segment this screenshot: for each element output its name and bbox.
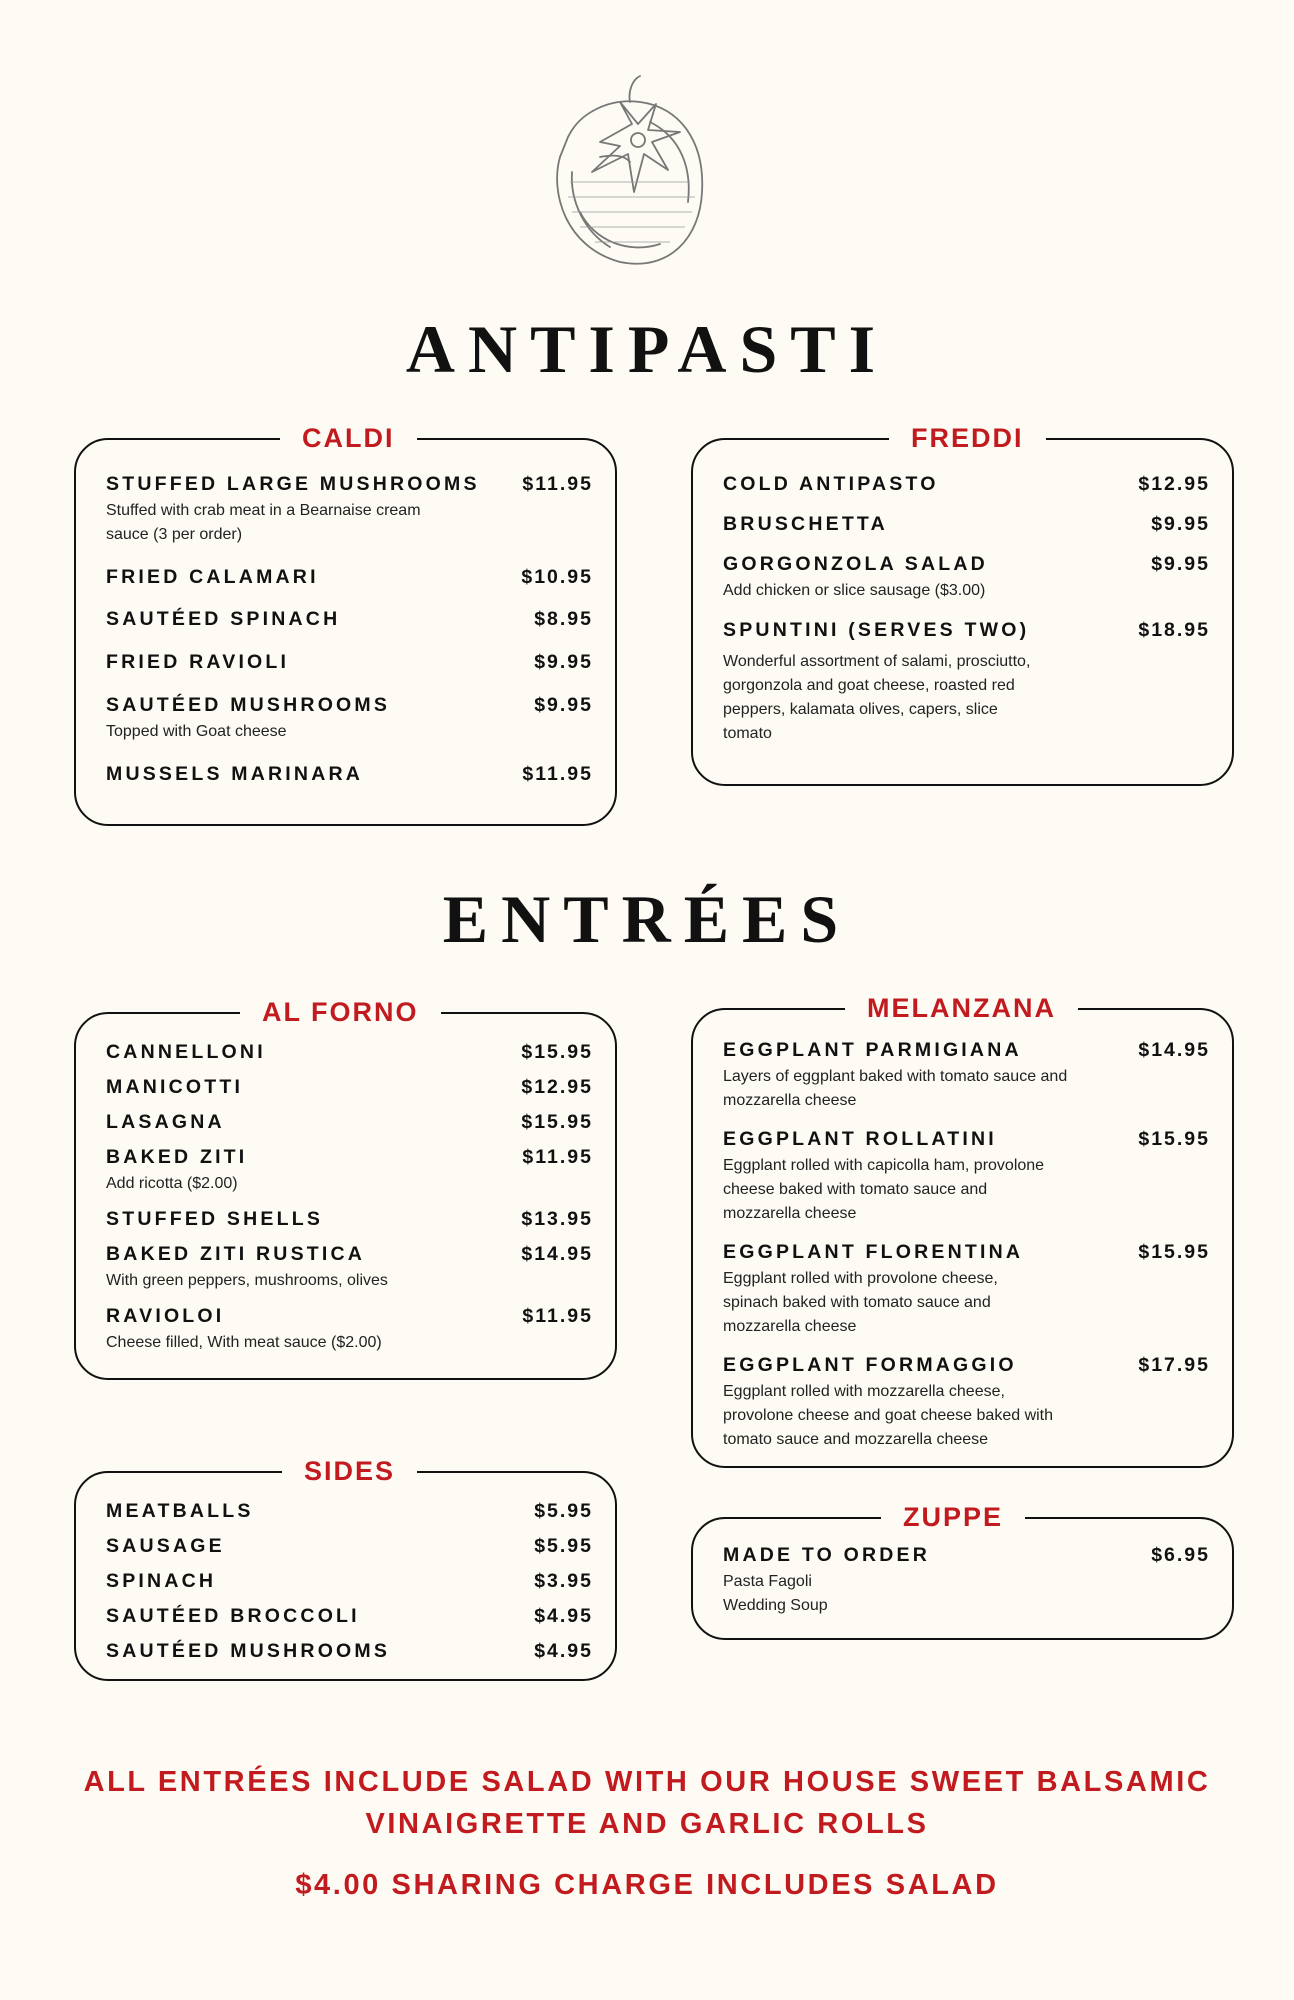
footer-note-line2: VINAIGRETTE AND GARLIC ROLLS — [365, 1808, 929, 1840]
menu-item — [723, 552, 1210, 603]
menu-item — [106, 650, 593, 674]
item-description: Stuffed with crab meat in a Bearnaise cream sauce (3 per order) — [106, 502, 421, 543]
item-name: BAKED ZITI RUSTICA — [106, 1243, 366, 1265]
melanzana-label: MELANZANA — [845, 988, 1078, 1028]
item-price: $12.95 — [521, 1076, 593, 1098]
item-name: COLD ANTIPASTO — [723, 473, 939, 495]
sharing-charge-note: $4.00 SHARING CHARGE INCLUDES SALAD — [295, 1869, 999, 1901]
item-price: $5.95 — [534, 1535, 593, 1557]
al-forno-box — [74, 997, 617, 1380]
item-description: Add chicken or slice sausage ($3.00) — [723, 582, 986, 599]
item-name: SAUSAGE — [106, 1535, 225, 1557]
menu-item — [106, 1110, 593, 1134]
item-description: With green peppers, mushrooms, olives — [106, 1272, 388, 1289]
menu-item — [106, 472, 593, 547]
item-price: $15.95 — [1138, 1241, 1210, 1263]
item-name: MANICOTTI — [106, 1076, 244, 1098]
item-price: $15.95 — [521, 1041, 593, 1063]
menu-item — [723, 618, 1210, 746]
item-name: MUSSELS MARINARA — [106, 763, 364, 785]
freddi-box — [691, 423, 1234, 786]
item-name: LASAGNA — [106, 1111, 225, 1133]
menu-item — [106, 1499, 593, 1523]
item-price: $9.95 — [1151, 553, 1210, 575]
item-price: $4.95 — [534, 1640, 593, 1662]
item-name: SPINACH — [106, 1570, 217, 1592]
menu-item — [106, 607, 593, 631]
menu-item — [723, 1038, 1210, 1113]
item-description: Topped with Goat cheese — [106, 723, 287, 740]
item-name: FRIED RAVIOLI — [106, 651, 290, 673]
item-price: $3.95 — [534, 1570, 593, 1592]
menu-item — [723, 1127, 1210, 1226]
menu-item — [106, 1207, 593, 1231]
menu-item — [106, 1040, 593, 1064]
zuppe-box — [691, 1502, 1234, 1640]
menu-item — [106, 762, 593, 786]
item-name: EGGPLANT ROLLATINI — [723, 1128, 997, 1150]
sides-label: SIDES — [282, 1451, 417, 1491]
item-description: Eggplant rolled with mozzarella cheese, provolone cheese and goat cheese baked with tomato sauce and mozzarella cheese — [723, 1383, 1054, 1448]
item-price: $11.95 — [522, 473, 593, 495]
item-description: Layers of eggplant baked with tomato sauce and mozzarella cheese — [723, 1068, 1068, 1109]
item-name: EGGPLANT PARMIGIANA — [723, 1039, 1022, 1061]
item-name: SPUNTINI (SERVES TWO) — [723, 619, 1030, 641]
item-price: $9.95 — [534, 651, 593, 673]
item-price: $4.95 — [534, 1605, 593, 1627]
melanzana-box — [691, 993, 1234, 1468]
menu-item — [106, 693, 593, 744]
item-name: STUFFED LARGE MUSHROOMS — [106, 473, 480, 495]
menu-item — [106, 1145, 593, 1196]
al-forno-label: AL FORNO — [240, 992, 441, 1032]
item-price: $10.95 — [521, 566, 593, 588]
menu-item — [106, 1304, 593, 1355]
menu-item — [723, 472, 1210, 496]
item-name: MEATBALLS — [106, 1500, 254, 1522]
item-name: FRIED CALAMARI — [106, 566, 319, 588]
item-price: $11.95 — [522, 763, 593, 785]
freddi-label: FREDDI — [889, 418, 1046, 458]
item-name: SAUTÉED SPINACH — [106, 608, 341, 630]
item-price: $11.95 — [522, 1305, 593, 1327]
item-name: STUFFED SHELLS — [106, 1208, 324, 1230]
menu-item — [106, 1639, 593, 1663]
item-name: CANNELLONI — [106, 1041, 266, 1063]
item-price: $9.95 — [534, 694, 593, 716]
item-price: $15.95 — [1138, 1128, 1210, 1150]
item-description: Wonderful assortment of salami, prosciutto, gorgonzola and goat cheese, roasted red peppers, kalamata olives, capers, slice tomato — [723, 653, 1031, 742]
item-description: Add ricotta ($2.00) — [106, 1175, 238, 1192]
antipasti-heading: ANTIPASTI — [405, 311, 889, 387]
menu-item — [106, 1569, 593, 1593]
menu-item — [106, 1242, 593, 1293]
tomato-illustration — [540, 62, 710, 272]
item-description: Cheese filled, With meat sauce ($2.00) — [106, 1334, 382, 1351]
item-name: EGGPLANT FORMAGGIO — [723, 1354, 1017, 1376]
menu-item — [106, 1534, 593, 1558]
caldi-label: CALDI — [280, 418, 417, 458]
item-price: $13.95 — [521, 1208, 593, 1230]
item-price: $9.95 — [1151, 513, 1210, 535]
menu-item — [723, 1353, 1210, 1452]
item-price: $18.95 — [1138, 619, 1210, 641]
item-price: $15.95 — [521, 1111, 593, 1133]
item-price: $5.95 — [534, 1500, 593, 1522]
entrees-heading: ENTRÉES — [442, 881, 852, 957]
item-price: $12.95 — [1138, 473, 1210, 495]
item-price: $6.95 — [1151, 1544, 1210, 1566]
item-name: EGGPLANT FLORENTINA — [723, 1241, 1024, 1263]
menu-item — [723, 1240, 1210, 1339]
sides-box — [74, 1456, 617, 1681]
item-name: RAVIOLOI — [106, 1305, 225, 1327]
item-price: $8.95 — [534, 608, 593, 630]
caldi-box — [74, 423, 617, 826]
menu-item — [106, 1604, 593, 1628]
menu-item — [106, 1075, 593, 1099]
item-name: SAUTÉED BROCCOLI — [106, 1605, 360, 1627]
item-name: BRUSCHETTA — [723, 513, 888, 535]
menu-item — [723, 1543, 1210, 1618]
item-description: Eggplant rolled with provolone cheese, spinach baked with tomato sauce and mozzarella cheese — [723, 1270, 998, 1335]
zuppe-label: ZUPPE — [881, 1497, 1025, 1537]
item-name: SAUTÉED MUSHROOMS — [106, 1640, 391, 1662]
item-price: $14.95 — [1138, 1039, 1210, 1061]
item-name: BAKED ZITI — [106, 1146, 248, 1168]
item-name: GORGONZOLA SALAD — [723, 553, 988, 575]
item-name: MADE TO ORDER — [723, 1544, 930, 1566]
item-name: SAUTÉED MUSHROOMS — [106, 694, 391, 716]
item-price: $11.95 — [522, 1146, 593, 1168]
item-price: $17.95 — [1138, 1354, 1210, 1376]
item-description: Eggplant rolled with capicolla ham, provolone cheese baked with tomato sauce and mozzarella cheese — [723, 1157, 1045, 1222]
item-price: $14.95 — [521, 1243, 593, 1265]
item-description: Pasta Fagoli Wedding Soup — [723, 1573, 828, 1614]
menu-item — [723, 512, 1210, 536]
menu-item — [106, 565, 593, 589]
footer-note-line1: ALL ENTRÉES INCLUDE SALAD WITH OUR HOUSE SWEET BALSAMIC — [83, 1766, 1211, 1798]
